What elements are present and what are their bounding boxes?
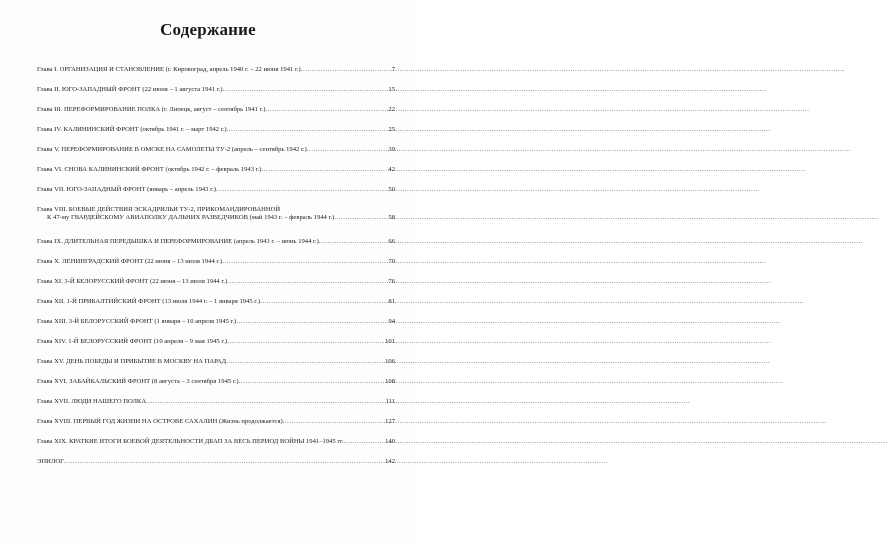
toc-entry-page: 25 <box>388 126 395 133</box>
toc-entry-title: Глава XV. ДЕНЬ ПОБЕДЫ И ПРИБЫТИЕ В МОСКВУ НА ПАРАД <box>37 358 227 365</box>
toc-entry-7 <box>37 186 395 194</box>
toc-entry-page: 50 <box>388 186 395 193</box>
toc-entry-title: Глава XVII. ЛЮДИ НАШЕГО ПОЛКА <box>37 398 147 405</box>
dot-leader <box>301 66 391 74</box>
toc-entry-title: Глава I. ОРГАНИЗАЦИЯ И СТАНОВЛЕНИЕ (г. Кировоград, апрель 1940 г. – 22 июня 1941 г.) <box>37 66 301 73</box>
toc-entry-page: 94 <box>388 318 395 325</box>
toc-entry-page: 15 <box>388 86 395 93</box>
toc-entry-title: Глава VI. СНОВА КАЛИНИНСКИЙ ФРОНТ (октябрь 1942 г. – февраль 1943 г.) <box>37 166 262 173</box>
toc-entry-title: Глава VII. ЮГО-ЗАПАДНЫЙ ФРОНТ (январь – апрель 1943 г.) <box>37 186 216 193</box>
toc-entry-page: 58 <box>388 214 395 221</box>
page-title: Содержание <box>160 20 256 39</box>
toc-entry-19 <box>37 438 395 446</box>
toc-entry-page: 66 <box>388 238 395 245</box>
toc-entry-page: 7 <box>391 66 395 73</box>
toc-entry-page: 127 <box>385 418 395 425</box>
toc-entry-20 <box>37 458 395 466</box>
toc-entry-page: 42 <box>388 166 395 173</box>
toc-entry-title-continued: К 47-му ГВАРДЕЙСКОМУ АВИАПОЛКУ ДАЛЬНИХ РАЗВЕДЧИКОВ (май 1943 г. – февраль 1944 г.) <box>47 214 335 221</box>
dot-leader <box>227 126 388 134</box>
toc-entry-9 <box>37 238 395 246</box>
dot-leader <box>307 146 388 154</box>
dot-leader <box>64 458 384 466</box>
document-page <box>0 0 416 545</box>
toc-entry-11 <box>37 278 395 286</box>
toc-entry-title: Глава V. ПЕРЕФОРМИРОВАНИЕ В ОМСКЕ НА САМОЛЕТЫ ТУ-2 (апрель – сентябрь 1942 г.) <box>37 146 307 153</box>
dot-leader <box>226 358 384 366</box>
toc-entry-title: Глава II. ЮГО-ЗАПАДНЫЙ ФРОНТ (22 июня – 1 августа 1941 г.) <box>37 86 223 93</box>
toc-entry-page: 70 <box>388 258 395 265</box>
toc-entry-16 <box>37 378 395 386</box>
dot-leader <box>227 278 387 286</box>
toc-entry-10 <box>37 258 395 266</box>
dot-leader <box>222 258 387 266</box>
toc-entry-8 <box>37 206 395 222</box>
toc-entry-page: 140 <box>385 438 395 445</box>
toc-entry-page: 101 <box>385 338 395 345</box>
toc-entry-title: Глава XIV. 1-Й БЕЛОРУССКИЙ ФРОНТ (10 апреля – 9 мая 1945 г.) <box>37 338 228 345</box>
dot-leader <box>344 438 384 446</box>
toc-entry-title: Глава XII. 1-Й ПРИБАЛТИЙСКИЙ ФРОНТ (13 июля 1944 г. – 1 января 1945 г.) <box>37 298 261 305</box>
toc-entry-18 <box>37 418 395 426</box>
toc-entry-3 <box>37 106 395 114</box>
toc-entry-title: Глава XI. 3-Й БЕЛОРУССКИЙ ФРОНТ (22 июня – 13 июля 1944 г.) <box>37 278 228 285</box>
toc-entry-6 <box>37 166 395 174</box>
toc-entry-page: 81 <box>388 298 395 305</box>
toc-entry-14 <box>37 338 395 346</box>
toc-entry-4 <box>37 126 395 134</box>
toc-entry-12 <box>37 298 395 306</box>
dot-leader <box>319 238 388 246</box>
toc-entry-page: 108 <box>385 378 395 385</box>
dot-leader <box>223 86 388 94</box>
dot-leader <box>283 418 384 426</box>
dot-leader <box>236 318 387 326</box>
toc-entry-title: Глава III. ПЕРЕФОРМИРОВАНИЕ ПОЛКА (г. Липецк, август – сентябрь 1941 г.) <box>37 106 266 113</box>
toc-entry-page: 142 <box>385 458 395 465</box>
toc-entry-13 <box>37 318 395 326</box>
toc-entry-title: Глава VIII. БОЕВЫЕ ДЕЙСТВИЯ ЭСКАДРИЛЬИ ТУ-2, ПРИКОМАНДИРОВАННОЙ <box>37 206 281 213</box>
dot-leader <box>265 106 387 114</box>
dot-leader <box>334 214 387 222</box>
toc-entry-page: 76 <box>388 278 395 285</box>
toc-entry-title: Глава X. ЛЕНИНГРАДСКИЙ ФРОНТ (22 июня – 13 июля 1944 г.) <box>37 258 223 265</box>
toc-entry-page: 39 <box>388 146 395 153</box>
toc-entry-title: Глава XVIII. ПЕРВЫЙ ГОД ЖИЗНИ НА ОСТРОВЕ САХАЛИН (Жизнь продолжается) <box>37 418 283 425</box>
toc-entry-title: Глава XVI. ЗАБАЙКАЛЬСКИЙ ФРОНТ (8 августа – 3 сентября 1945 г.) <box>37 378 239 385</box>
toc-entry-15 <box>37 358 395 366</box>
toc-entry-17 <box>37 398 395 406</box>
dot-leader <box>146 398 384 406</box>
toc-entry-title: Глава IV. КАЛИНИНСКИЙ ФРОНТ (октябрь 1941 г. – март 1942 г.) <box>37 126 227 133</box>
dot-leader <box>260 298 387 306</box>
toc-entry-page: 111 <box>385 398 395 405</box>
toc-entry-1 <box>37 66 395 74</box>
toc-entry-title: ЭПИЛОГ <box>37 458 64 465</box>
toc-entry-5 <box>37 146 395 154</box>
dot-leader <box>227 338 384 346</box>
dot-leader <box>239 378 384 386</box>
toc-entry-page: 106 <box>385 358 395 365</box>
dot-leader <box>261 166 387 174</box>
toc-entry-page: 22 <box>388 106 395 113</box>
toc-entry-title: Глава XIX. КРАТКИЕ ИТОГИ БОЕВОЙ ДЕЯТЕЛЬНОСТИ ДБАП ЗА ВЕСЬ ПЕРИОД ВОЙНЫ 1941–1945 гг. <box>37 438 344 445</box>
toc-entry-2 <box>37 86 395 94</box>
toc-entry-title: Глава XIII. 3-Й БЕЛОРУССКИЙ ФРОНТ (1 января – 10 апреля 1945 г.) <box>37 318 237 325</box>
dot-leader <box>216 186 387 194</box>
toc-entry-title: Глава IX. ДЛИТЕЛЬНАЯ ПЕРЕДЫШКА И ПЕРЕФОРМИРОВАНИЕ (апрель 1943 г. – июнь 1944 г.) <box>37 238 319 245</box>
